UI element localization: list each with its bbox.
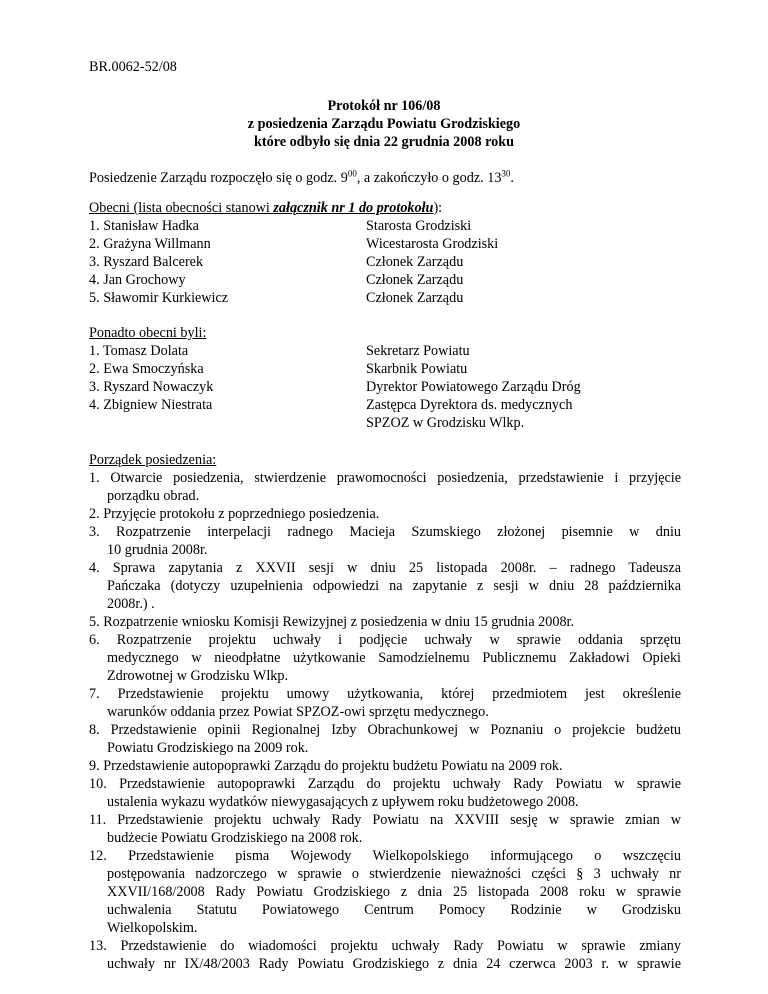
- other-role: Sekretarz Powiatu: [366, 343, 470, 359]
- present-note-open: (lista obecności stanowi: [129, 200, 274, 216]
- present-role: Członek Zarządu: [366, 290, 464, 306]
- other-role: Dyrektor Powiatowego Zarządu Dróg: [366, 379, 581, 395]
- other-name: 2. Ewa Smoczyńska: [89, 361, 204, 377]
- agenda-line: warunków oddania przez Powiat SPZOZ-owi sprzętu medycznego.: [107, 704, 489, 720]
- session-suffix: .: [510, 170, 514, 186]
- agenda-line: postępowania nadzorczego w sprawie o stwierdzenie nieważności części § 3 uchwały nr: [107, 866, 681, 882]
- present-name: 3. Ryszard Balcerek: [89, 254, 204, 270]
- agenda-line: Powiatu Grodziskiego na 2009 rok.: [107, 740, 309, 756]
- agenda-line: uchwały nr IX/48/2003 Rady Powiatu Grodziskiego z dnia 24 czerwca 2003 r. w sprawie: [107, 956, 681, 972]
- agenda-heading: Porządek posiedzenia:: [89, 452, 217, 468]
- protocol-title: Protokół nr 106/08: [327, 98, 441, 114]
- present-name: 4. Jan Grochowy: [89, 272, 186, 288]
- agenda-line: 1. Otwarcie posiedzenia, stwierdzenie prawomocności posiedzenia, przedstawienie i przyjęcie: [89, 470, 681, 486]
- agenda-line: Zdrowotnej w Grodzisku Wlkp.: [107, 668, 288, 684]
- session-start-minutes: 00: [347, 168, 357, 179]
- protocol-subtitle: z posiedzenia Zarządu Powiatu Grodziskiego: [247, 116, 521, 132]
- present-name: 1. Stanisław Hadka: [89, 218, 199, 234]
- attachment-reference: załącznik nr 1 do protokołu: [273, 200, 434, 216]
- session-times: [89, 170, 514, 187]
- session-middle: , a zakończyło o godz. 13: [356, 170, 502, 186]
- agenda-line: ustalenia wykazu wydatków niewygasających z upływem roku budżetowego 2008.: [107, 794, 579, 810]
- present-name: 5. Sławomir Kurkiewicz: [89, 290, 229, 306]
- agenda-line: 2008r.) .: [107, 596, 155, 612]
- present-role: Członek Zarządu: [366, 254, 464, 270]
- agenda-line: 8. Przedstawienie opinii Regionalnej Izby Obrachunkowej w Poznaniu o projekcie budżetu: [89, 722, 681, 738]
- present-note-close: ):: [433, 200, 443, 216]
- agenda-line: XXVII/168/2008 Rady Powiatu Grodziskiego z dnia 25 listopada 2008 roku w sprawie: [107, 884, 681, 900]
- agenda-line: medycznego w nieodpłatne użytkowanie Samodzielnemu Publicznemu Zakładowi Opieki: [107, 650, 681, 666]
- other-role: Zastępca Dyrektora ds. medycznych: [366, 397, 573, 413]
- other-role: Skarbnik Powiatu: [366, 361, 468, 377]
- session-prefix: Posiedzenie Zarządu rozpoczęło się o godz. 9: [89, 170, 348, 186]
- agenda-line: 11. Przedstawienie projektu uchwały Rady Powiatu na XXVIII sesję w sprawie zmian w: [89, 812, 681, 828]
- agenda-line: 4. Sprawa zapytania z XXVII sesji w dniu 25 listopada 2008r. – radnego Tadeusza: [89, 560, 681, 576]
- other-name: 4. Zbigniew Niestrata: [89, 397, 213, 413]
- agenda-line: porządku obrad.: [107, 488, 200, 504]
- agenda-line: 6. Rozpatrzenie projektu uchwały i podjęcie uchwały w sprawie oddania sprzętu: [89, 632, 681, 648]
- session-end-minutes: 30: [501, 168, 511, 179]
- agenda-line: 5. Rozpatrzenie wniosku Komisji Rewizyjnej z posiedzenia w dniu 15 grudnia 2008r.: [89, 614, 575, 630]
- present-heading-line: [89, 200, 442, 217]
- present-name: 2. Grażyna Willmann: [89, 236, 211, 252]
- agenda-line: 9. Przedstawienie autopoprawki Zarządu do projektu budżetu Powiatu na 2009 rok.: [89, 758, 563, 774]
- agenda-line: uchwalenia Statutu Powiatowego Centrum Pomocy Rodzinie w Grodzisku: [107, 902, 681, 918]
- others-heading: Ponadto obecni byli:: [89, 325, 207, 341]
- agenda-line: 2. Przyjęcie protokołu z poprzedniego posiedzenia.: [89, 506, 380, 522]
- other-role-continuation: SPZOZ w Grodzisku Wlkp.: [366, 415, 525, 431]
- agenda-line: 10. Przedstawienie autopoprawki Zarządu do projektu uchwały Rady Powiatu w sprawie: [89, 776, 681, 792]
- agenda-line: 12. Przedstawienie pisma Wojewody Wielkopolskiego informującego o wszczęciu: [89, 848, 681, 864]
- protocol-date: które odbyło się dnia 22 grudnia 2008 roku: [253, 134, 515, 150]
- agenda-line: 3. Rozpatrzenie interpelacji radnego Macieja Szumskiego złożonej pisemnie w dniu: [89, 524, 681, 540]
- agenda-line: Wielkopolskim.: [107, 920, 198, 936]
- agenda-line: 10 grudnia 2008r.: [107, 542, 208, 558]
- other-name: 3. Ryszard Nowaczyk: [89, 379, 214, 395]
- agenda-line: Pańczaka (dotyczy uzupełnienia odpowiedzi na zapytanie z sesji w dniu 28 października: [107, 578, 681, 594]
- present-heading: Obecni: [89, 200, 130, 216]
- document-reference: BR.0062-52/08: [89, 59, 177, 75]
- present-role: Członek Zarządu: [366, 272, 464, 288]
- present-role: Starosta Grodziski: [366, 218, 472, 234]
- agenda-line: budżecie Powiatu Grodziskiego na 2008 rok.: [107, 830, 363, 846]
- agenda-line: 7. Przedstawienie projektu umowy użytkowania, której przedmiotem jest określenie: [89, 686, 681, 702]
- agenda-line: 13. Przedstawienie do wiadomości projektu uchwały Rady Powiatu w sprawie zmiany: [89, 938, 681, 954]
- present-role: Wicestarosta Grodziski: [366, 236, 499, 252]
- other-name: 1. Tomasz Dolata: [89, 343, 189, 359]
